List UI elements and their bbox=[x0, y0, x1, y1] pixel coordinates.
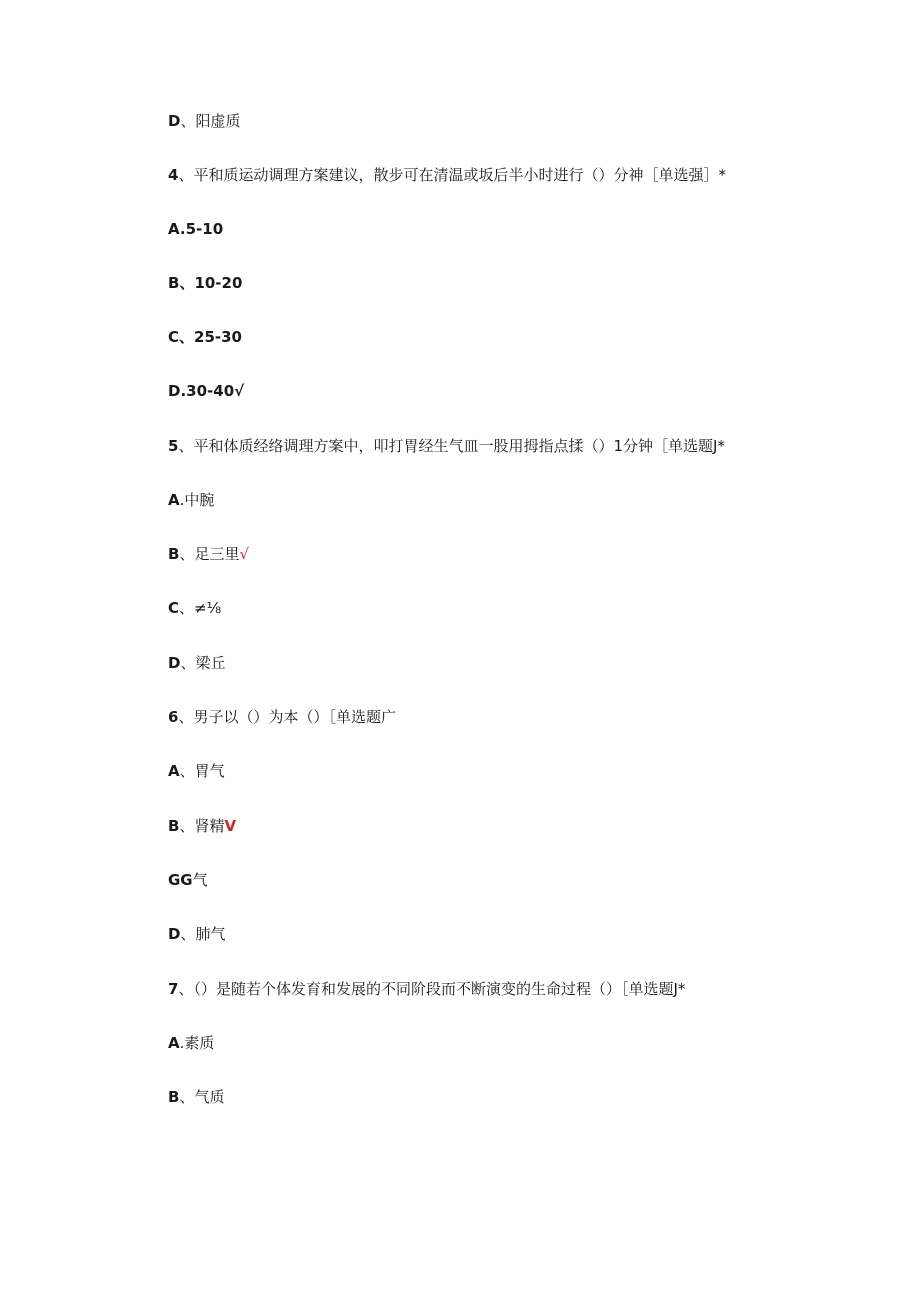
option-text: 、气质 bbox=[179, 1088, 225, 1106]
option-label: B bbox=[168, 1088, 180, 1106]
q4-option-d bbox=[168, 381, 244, 401]
option-label: A bbox=[168, 220, 180, 238]
question-number: 7 bbox=[168, 980, 179, 998]
q6-option-a bbox=[168, 761, 225, 781]
option-label: B bbox=[168, 274, 180, 292]
option-label: C bbox=[168, 328, 180, 346]
question-5 bbox=[168, 436, 725, 456]
option-text: .5-10 bbox=[179, 220, 224, 238]
question-number: 5 bbox=[168, 437, 179, 455]
option-text: 、≠⅛ bbox=[179, 599, 222, 617]
q7-option-a bbox=[168, 1033, 214, 1053]
option-label: D bbox=[168, 654, 181, 672]
option-label: B bbox=[168, 545, 180, 563]
option-text: 、梁丘 bbox=[180, 654, 226, 672]
q4-option-a bbox=[168, 219, 223, 239]
correct-mark: √ bbox=[239, 545, 250, 563]
question-number: 4 bbox=[168, 166, 179, 184]
question-text: 、平和质运动调理方案建议，散步可在清温或坂后半小时进行（）分神［单选强］* bbox=[178, 166, 726, 184]
option-label: C bbox=[168, 599, 180, 617]
option-text: .素质 bbox=[179, 1034, 215, 1052]
option-label: A bbox=[168, 762, 180, 780]
option-text: 、肾精 bbox=[179, 817, 225, 835]
q5-option-d bbox=[168, 653, 225, 673]
question-text: 、平和体质经络调理方案中，叩打胃经生气皿一股用拇指点揉（）1分钟［单选题J* bbox=[178, 437, 725, 455]
option-label: D bbox=[168, 382, 181, 400]
question-6 bbox=[168, 707, 396, 727]
question-7 bbox=[168, 979, 685, 999]
q5-option-a bbox=[168, 490, 214, 510]
q4-option-c bbox=[168, 327, 242, 347]
option-label: D bbox=[168, 112, 181, 130]
option-text: 、阳虚质 bbox=[180, 112, 241, 130]
q6-option-d bbox=[168, 924, 225, 944]
option-text: 、10-20 bbox=[179, 274, 243, 292]
q6-option-b bbox=[168, 816, 236, 836]
option-text: 、胃气 bbox=[179, 762, 225, 780]
q6-option-c bbox=[168, 870, 208, 890]
q5-option-c bbox=[168, 598, 221, 618]
option-d-yang-deficiency bbox=[168, 111, 240, 131]
option-text: .30-40√ bbox=[180, 382, 245, 400]
q4-option-b bbox=[168, 273, 242, 293]
option-label: B bbox=[168, 817, 180, 835]
option-text: .中腕 bbox=[179, 491, 215, 509]
option-text: 、足三里 bbox=[179, 545, 240, 563]
option-text: 、肺气 bbox=[180, 925, 226, 943]
option-label: A bbox=[168, 1034, 180, 1052]
option-label: A bbox=[168, 491, 180, 509]
q7-option-b bbox=[168, 1087, 224, 1107]
option-label: GG bbox=[168, 871, 193, 889]
question-text: 、（）是随若个体发育和发展的不同阶段而不断演变的生命过程（）［单选题J* bbox=[178, 980, 686, 998]
question-text: 、男子以（）为本（）［单选题广 bbox=[178, 708, 396, 726]
q5-option-b bbox=[168, 544, 249, 564]
question-number: 6 bbox=[168, 708, 179, 726]
correct-mark: V bbox=[224, 817, 237, 835]
option-text: 、25-30 bbox=[179, 328, 242, 346]
option-text: 气 bbox=[192, 871, 208, 889]
option-label: D bbox=[168, 925, 181, 943]
question-4 bbox=[168, 165, 726, 185]
